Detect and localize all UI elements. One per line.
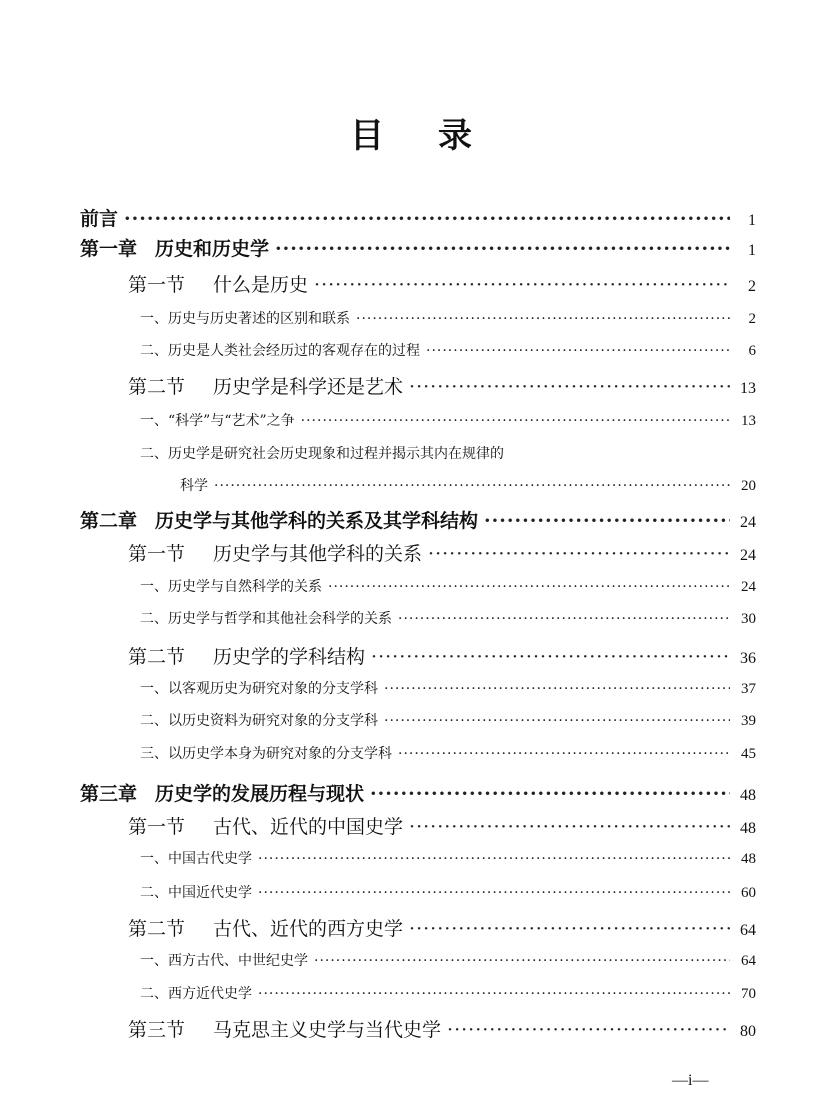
toc-page-number: 45 — [741, 746, 756, 762]
toc-entry-title: 历史学的发展历程与现状 — [155, 783, 365, 805]
toc-entry-item — [0, 983, 756, 1003]
toc-entry-label: 第二节 — [128, 646, 186, 668]
toc-entry-item — [0, 410, 756, 430]
toc-entry-section — [0, 539, 756, 566]
toc-page-number: 20 — [741, 478, 756, 494]
toc-entry-title: 什么是历史 — [213, 274, 309, 296]
toc-entry-item — [0, 848, 756, 868]
toc-entry-title: 古代、近代的中国史学 — [213, 816, 404, 838]
toc-entry-title: 历史学的学科结构 — [213, 646, 366, 668]
toc-page-number: 2 — [748, 311, 756, 327]
toc-entry-label: 第一节 — [128, 816, 186, 838]
toc-entry-title: 历史学与其他学科的关系 — [213, 543, 423, 565]
leader-dots — [398, 611, 730, 627]
toc-entry-label: 三、以历史学本身为研究对象的分支学科 — [140, 746, 392, 762]
toc-entry-title: 历史学是科学还是艺术 — [213, 376, 404, 398]
toc-entry-section — [0, 914, 756, 941]
leader-dots — [275, 238, 730, 260]
toc-entry-label: 二、西方近代史学 — [140, 986, 252, 1002]
leader-dots — [314, 274, 730, 296]
toc-entry-item — [0, 710, 756, 730]
toc-entry-line — [0, 443, 756, 463]
toc-entry-label: 第二章 — [80, 510, 138, 532]
toc-page-number: 64 — [741, 953, 756, 969]
toc-entry-chapter — [0, 779, 756, 806]
toc-page-number: 48 — [740, 787, 756, 804]
toc-entry-label: 二、中国近代史学 — [140, 885, 252, 901]
leader-dots — [484, 510, 730, 532]
toc-page-number: 37 — [741, 681, 756, 697]
toc-entry-label: 第二节 — [128, 918, 186, 940]
toc-page-number: 48 — [740, 820, 756, 837]
toc-entry-chapter — [0, 506, 756, 533]
toc-page-number: 30 — [741, 611, 756, 627]
leader-dots — [428, 543, 730, 565]
toc-page-number: 64 — [740, 922, 756, 939]
toc-entry-label: 第三章 — [80, 783, 138, 805]
leader-dots — [409, 376, 730, 398]
toc-entry-title: 历史学与其他学科的关系及其学科结构 — [155, 510, 479, 532]
toc-entry-label: 一、“科学”与“艺术”之争 — [140, 413, 295, 429]
toc-entry-section — [0, 1015, 756, 1042]
toc-entry-label: 第一节 — [128, 274, 186, 296]
toc-entry-item — [0, 882, 756, 902]
toc-entry-label: 一、历史学与自然科学的关系 — [140, 579, 322, 595]
title-char-1: 目 — [350, 116, 386, 156]
toc-page-number: 60 — [741, 885, 756, 901]
toc-entry-front — [0, 204, 756, 231]
toc-entry-item — [0, 308, 756, 328]
toc-entry-label: 一、西方古代、中世纪史学 — [140, 953, 308, 969]
toc-entry-item — [0, 950, 756, 970]
leader-dots — [301, 413, 730, 429]
toc-entry-label: 第一章 — [80, 238, 138, 260]
toc-entry-item — [0, 340, 756, 360]
leader-dots — [409, 918, 730, 940]
toc-page-number: 6 — [748, 343, 756, 359]
toc-entry-label: 二、历史学是研究社会历史现象和过程并揭示其内在规律的 — [140, 446, 504, 462]
toc-entry-title: 马克思主义史学与当代史学 — [213, 1019, 442, 1041]
toc-entry-label: 第二节 — [128, 376, 186, 398]
leader-dots — [409, 816, 730, 838]
toc-entry-label: 一、以客观历史为研究对象的分支学科 — [140, 681, 378, 697]
toc-page-number: 24 — [740, 514, 756, 531]
leader-dots — [328, 579, 730, 595]
toc-page-number: 36 — [740, 650, 756, 667]
leader-dots — [258, 986, 730, 1002]
leader-dots — [371, 646, 730, 668]
toc-entry-label: 二、历史学与哲学和其他社会科学的关系 — [140, 611, 392, 627]
toc-entry-section — [0, 372, 756, 399]
leader-dots — [370, 783, 730, 805]
leader-dots — [384, 713, 730, 729]
toc-page-number: 1 — [748, 242, 756, 259]
toc-entry-label: 一、中国古代史学 — [140, 851, 252, 867]
toc-entry-section — [0, 270, 756, 297]
leader-dots — [447, 1019, 730, 1041]
toc-page-number: 1 — [748, 212, 756, 229]
toc-page-number: 13 — [741, 413, 756, 429]
toc-page-number: 13 — [740, 380, 756, 397]
toc-entry-label: 科学 — [180, 478, 208, 494]
toc-entry-title: 古代、近代的西方史学 — [213, 918, 404, 940]
leader-dots — [214, 478, 730, 494]
toc-page-number: 80 — [740, 1023, 756, 1040]
toc-entry-label: 第一节 — [128, 543, 186, 565]
toc-page-number: 2 — [748, 278, 756, 295]
toc-entry-title: 历史和历史学 — [155, 238, 270, 260]
toc-entry-label: 第三节 — [128, 1019, 186, 1041]
title-char-2: 录 — [438, 116, 474, 156]
page-title — [0, 108, 824, 157]
toc-entry-chapter — [0, 234, 756, 261]
toc-entry-item — [0, 743, 756, 763]
toc-entry-section — [0, 812, 756, 839]
toc-entry-label: 二、以历史资料为研究对象的分支学科 — [140, 713, 378, 729]
toc-page-number: 48 — [741, 851, 756, 867]
leader-dots — [314, 953, 730, 969]
leader-dots — [384, 681, 730, 697]
toc-page-number: 24 — [740, 547, 756, 564]
leader-dots — [124, 208, 730, 230]
leader-dots — [258, 885, 730, 901]
toc-entry-item — [0, 576, 756, 596]
toc-entry-section — [0, 642, 756, 669]
toc-page-number: 70 — [741, 986, 756, 1002]
toc-entry-item — [0, 678, 756, 698]
leader-dots — [426, 343, 730, 359]
page-folio: —i— — [672, 1072, 709, 1089]
toc-page-number: 24 — [741, 579, 756, 595]
leader-dots — [398, 746, 730, 762]
toc-page-number: 39 — [741, 713, 756, 729]
leader-dots — [356, 311, 730, 327]
toc-entry-item — [0, 608, 756, 628]
toc-entry-label: 二、历史是人类社会经历过的客观存在的过程 — [140, 343, 420, 359]
toc-entry-cont — [0, 475, 756, 495]
toc-entry-label: 一、历史与历史著述的区别和联系 — [140, 311, 350, 327]
leader-dots — [258, 851, 730, 867]
toc-entry-label: 前言 — [80, 208, 119, 230]
